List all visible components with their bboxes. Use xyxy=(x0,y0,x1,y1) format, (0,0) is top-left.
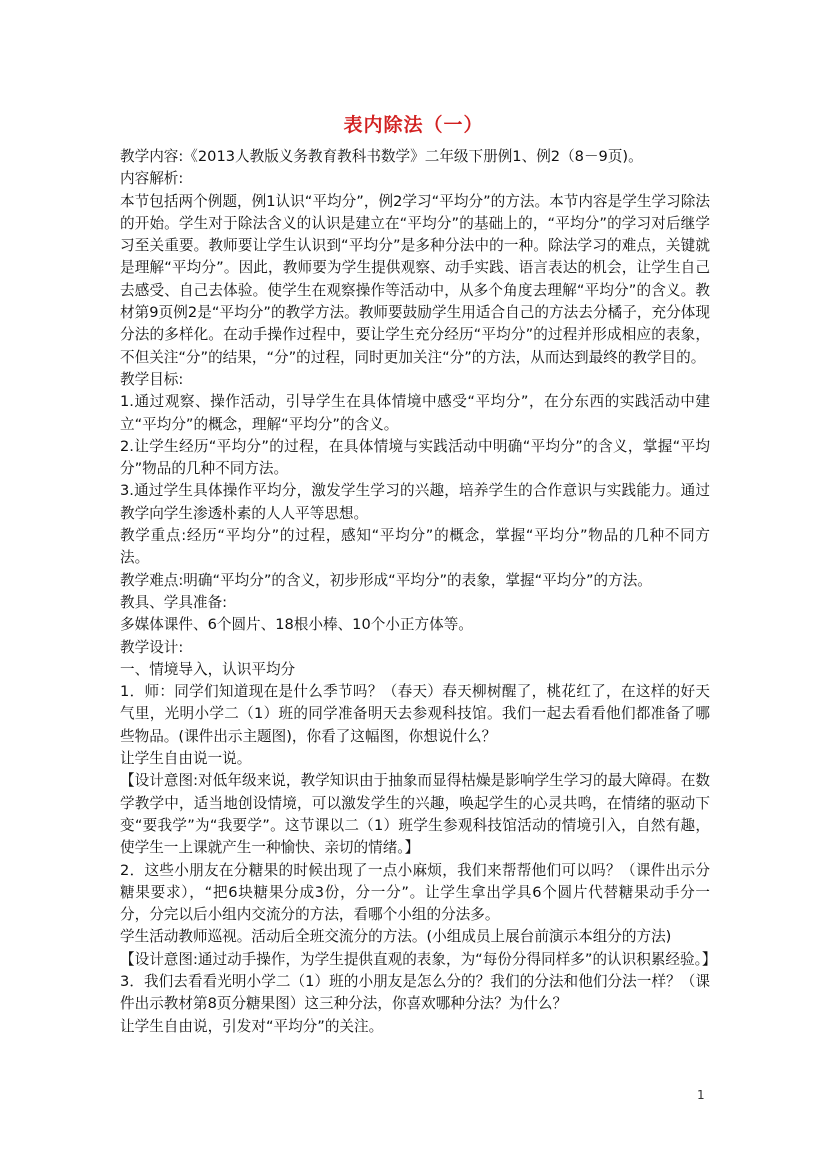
paragraph-goal-3: 3.通过学生具体操作平均分，激发学生学习的兴趣，培养学生的合作意识与实践能力。通过教学向学生渗透朴素的人人平等思想。 xyxy=(120,482,710,522)
paragraph-heading-materials: 教具、学具准备: xyxy=(120,593,228,611)
document-title: 表内除法（一） xyxy=(343,114,484,136)
paragraph-section-1: 一、情境导入，认识平均分 xyxy=(120,660,296,678)
paragraph-heading-design: 教学设计: xyxy=(120,638,184,656)
paragraph-heading-analysis: 内容解析: xyxy=(120,170,184,188)
paragraph-step-1: 1．师：同学们知道现在是什么季节吗？（春天）春天柳树醒了，桃花红了，在这样的好天气里，光明小学二（1）班的同学准备明天去参观科技馆。我们一起去看看他们都准备了哪些物品。(课件出示主题图)，你看了这幅图，你想说什么？ xyxy=(120,683,710,745)
paragraph-step-3-note: 让学生自由说，引发对“平均分”的关注。 xyxy=(120,1017,384,1035)
paragraph-content: 教学内容:《2013人教版义务教育教科书数学》二年级下册例1、例2（8－9页)。 xyxy=(120,148,643,165)
paragraph-key-point: 教学重点:经历“平均分”的过程，感知“平均分”的概念，掌握“平均分”物品的几种不同方法。 xyxy=(120,527,710,567)
paragraph-goal-1: 1.通过观察、操作活动，引导学生在具体情境中感受“平均分”，在分东西的实践活动中建立“平均分”的概念，理解“平均分”的含义。 xyxy=(120,393,710,433)
paragraph-analysis: 本节包括两个例题，例1认识“平均分”，例2学习“平均分”的方法。本节内容是学生学习除法的开始。学生对于除法含义的认识是建立在“平均分”的基础上的，“平均分”的学习对后继学习至关重要。教师要让学生认识到“平均分”是多种分法中的一种。除法学习的难点，关键就是理解“平均分”。因此，教师要为学生提供观察、动手实践、语言表达的机会，让学生自己去感受、自己去体验。使学生在观察操作等活动中，从多个角度去理解“平均分”的含义。教材第9页例2是“平均分”的教学方法。教师要鼓励学生用适合自己的方法去分橘子，充分体现分法的多样化。在动手操作过程中，要让学生充分经历“平均分”的过程并形成相应的表象，不但关注“分”的结果，“分”的过程，同时更加关注“分”的方法，从而达到最终的教学目的。 xyxy=(120,192,710,366)
page-number: 1 xyxy=(697,1088,705,1102)
paragraph-goal-2: 2.让学生经历“平均分”的过程，在具体情境与实践活动中明确“平均分”的含义，掌握“平均分”物品的几种不同方法。 xyxy=(120,437,710,478)
paragraph-materials: 多媒体课件、6个圆片、18根小棒、10个小正方体等。 xyxy=(120,616,473,634)
paragraph-difficulty: 教学难点:明确“平均分”的含义，初步形成“平均分”的表象，掌握“平均分”的方法。 xyxy=(120,571,652,589)
paragraph-design-intent-2: 【设计意图:通过动手操作，为学生提供直观的表象，为“每份分得同样多”的认识积累经验。】 xyxy=(120,950,717,968)
paragraph-step-2: 2．这些小朋友在分糖果的时候出现了一点小麻烦，我们来帮帮他们可以吗？（课件出示分糖果要求），“把6块糖果分成3份，分一分”。让学生拿出学具6个圆片代替糖果动手分一分，分完以后小组内交流分的方法，看哪个小组的分法多。 xyxy=(120,861,710,924)
paragraph-step-3: 3．我们去看看光明小学二（1）班的小朋友是怎么分的？我们的分法和他们分法一样？（课件出示教材第8页分糖果图）这三种分法，你喜欢哪种分法？为什么？ xyxy=(120,972,710,1013)
paragraph-design-intent-1: 【设计意图:对低年级来说，教学知识由于抽象而显得枯燥是影响学生学习的最大障碍。在数学教学中，适当地创设情境，可以激发学生的兴趣，唤起学生的心灵共鸣，在情绪的驱动下变“要我学”为“我要学”。这节课以二（1）班学生参观科技馆活动的情境引入，自然有趣，使学生一上课就产生一种愉快、亲切的情绪。】 xyxy=(120,772,710,857)
paragraph-step-1-note: 让学生自由说一说。 xyxy=(120,750,252,768)
document-body xyxy=(120,146,717,1038)
paragraph-heading-goals: 教学目标: xyxy=(120,370,184,388)
paragraph-step-2-activity: 学生活动教师巡视。活动后全班交流分的方法。(小组成员上展台前演示本组分的方法) xyxy=(120,928,672,946)
